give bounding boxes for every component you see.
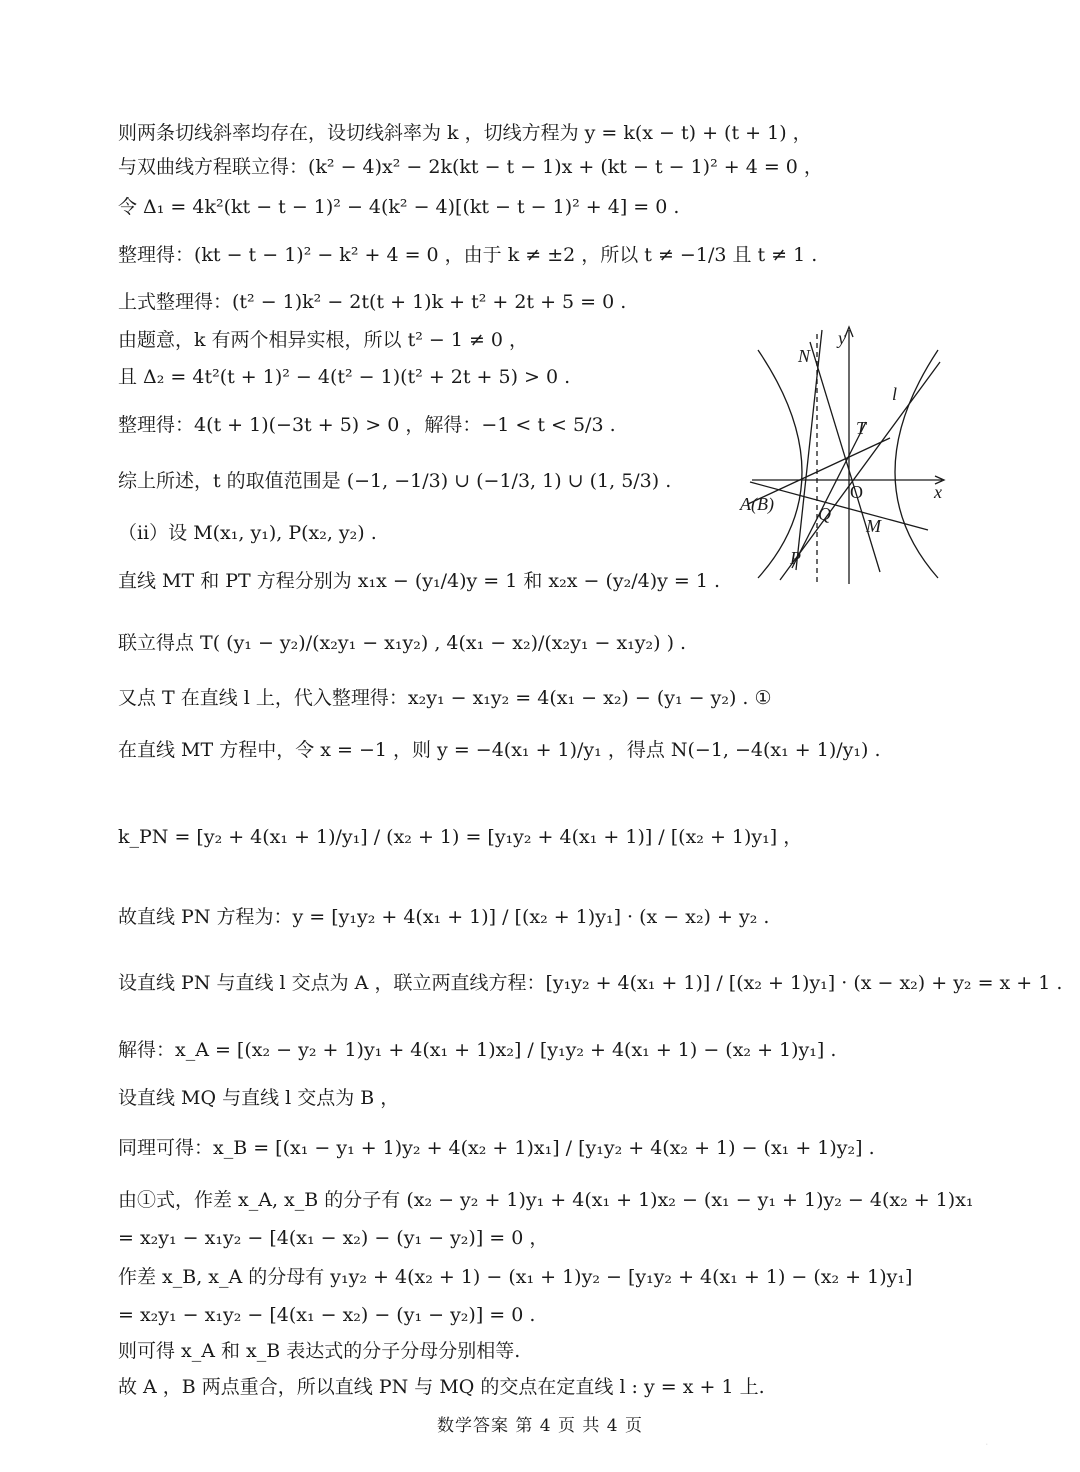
solution-line: k_PN = [y₂ + 4(x₁ + 1)/y₁] / (x₂ + 1) = [y₁y₂ + 4(x₁ + 1)] / [(x₂ + 1)y₁] ， bbox=[118, 826, 803, 848]
solution-line: 联立得点 T( (y₁ − y₂)/(x₂y₁ − x₁y₂) , 4(x₁ − x₂)/(x₂y₁ − x₁y₂) ) . bbox=[118, 632, 687, 654]
solution-line: = x₂y₁ − x₁y₂ − [4(x₁ − x₂) − (y₁ − y₂)] = 0 ， bbox=[118, 1227, 549, 1249]
solution-line: 则可得 x_A 和 x_B 表达式的分子分母分别相等. bbox=[118, 1340, 521, 1362]
hyperbola-right-branch bbox=[895, 350, 938, 578]
hyperbola-left-branch bbox=[758, 350, 802, 578]
label-P: P bbox=[790, 548, 801, 568]
solution-line: 令 Δ₁ = 4k²(kt − t − 1)² − 4(k² − 4)[(kt − t − 1)² + 4] = 0 . bbox=[118, 196, 680, 218]
label-AB: A(B) bbox=[740, 494, 774, 514]
solution-line: 设直线 PN 与直线 l 交点为 A ，联立两直线方程：[y₁y₂ + 4(x₁ + 1)] / [(x₂ + 1)y₁] · (x − x₂) + y₂ = x + 1 . bbox=[118, 972, 1063, 994]
solution-line: 在直线 MT 方程中，令 x = −1 ，则 y = −4(x₁ + 1)/y₁ ，得点 N(−1, −4(x₁ + 1)/y₁) . bbox=[118, 739, 881, 761]
watermark-mark: · bbox=[985, 1438, 989, 1451]
label-Q: Q bbox=[818, 504, 831, 524]
solution-line: 整理得：4(t + 1)(−3t + 5) > 0 ，解得：−1 < t < 5/3 . bbox=[118, 414, 616, 436]
solution-line: 由①式，作差 x_A, x_B 的分子有 (x₂ − y₂ + 1)y₁ + 4(x₁ + 1)x₂ − (x₁ − y₁ + 1)y₂ − 4(x₂ + 1)x₁ bbox=[118, 1189, 974, 1211]
label-y: y bbox=[838, 328, 846, 348]
label-N: N bbox=[798, 346, 811, 366]
solution-line: 综上所述，t 的取值范围是 (−1, −1/3) ∪ (−1/3, 1) ∪ (1, 5/3) . bbox=[118, 470, 672, 492]
solution-line: 与双曲线方程联立得：(k² − 4)x² − 2k(kt − t − 1)x + (kt − t − 1)² + 4 = 0 ， bbox=[118, 156, 823, 178]
solution-line: 故 A ，B 两点重合，所以直线 PN 与 MQ 的交点在定直线 l : y = x + 1 上. bbox=[118, 1376, 765, 1398]
page-footer: 数学答案 第 4 页 共 4 页 bbox=[436, 1416, 644, 1436]
solution-line: 设直线 MQ 与直线 l 交点为 B ， bbox=[118, 1087, 400, 1109]
solution-line: 整理得：(kt − t − 1)² − k² + 4 = 0 ，由于 k ≠ ±2 ，所以 t ≠ −1/3 且 t ≠ 1 . bbox=[118, 244, 818, 266]
label-x: x bbox=[934, 482, 942, 502]
hyperbola-figure bbox=[738, 322, 950, 584]
solution-line: 由题意，k 有两个相异实根，所以 t² − 1 ≠ 0 ， bbox=[118, 329, 529, 351]
solution-line: 则两条切线斜率均存在，设切线斜率为 k ，切线方程为 y = k(x − t) + (t + 1) ， bbox=[118, 122, 812, 144]
label-l: l bbox=[892, 384, 898, 404]
solution-line: = x₂y₁ − x₁y₂ − [4(x₁ − x₂) − (y₁ − y₂)] = 0 . bbox=[118, 1304, 536, 1326]
solution-line: 又点 T 在直线 l 上，代入整理得：x₂y₁ − x₁y₂ = 4(x₁ − x₂) − (y₁ − y₂) . ① bbox=[118, 687, 772, 709]
solution-line: （ⅱ）设 M(x₁, y₁), P(x₂, y₂) . bbox=[118, 522, 377, 544]
solution-line: 作差 x_B, x_A 的分母有 y₁y₂ + 4(x₂ + 1) − (x₁ + 1)y₂ − [y₁y₂ + 4(x₁ + 1) − (x₂ + 1)y₁] bbox=[118, 1266, 913, 1288]
line-QM bbox=[750, 482, 928, 530]
label-T: T bbox=[856, 418, 867, 438]
solution-line: 故直线 PN 方程为：y = [y₁y₂ + 4(x₁ + 1)] / [(x₂ + 1)y₁] · (x − x₂) + y₂ . bbox=[118, 906, 770, 928]
label-M: M bbox=[866, 516, 881, 536]
solution-line: 且 Δ₂ = 4t²(t + 1)² − 4(t² − 1)(t² + 2t + 5) > 0 . bbox=[118, 366, 571, 388]
solution-line: 直线 MT 和 PT 方程分别为 x₁x − (y₁/4)y = 1 和 x₂x − (y₂/4)y = 1 . bbox=[118, 570, 721, 592]
solution-line: 上式整理得：(t² − 1)k² − 2t(t + 1)k + t² + 2t + 5 = 0 . bbox=[118, 291, 627, 313]
solution-line: 同理可得：x_B = [(x₁ − y₁ + 1)y₂ + 4(x₂ + 1)x₁] / [y₁y₂ + 4(x₂ + 1) − (x₁ + 1)y₂] . bbox=[118, 1137, 875, 1159]
solution-line: 解得：x_A = [(x₂ − y₂ + 1)y₁ + 4(x₁ + 1)x₂] / [y₁y₂ + 4(x₁ + 1) − (x₂ + 1)y₁] . bbox=[118, 1039, 837, 1061]
label-O: O bbox=[850, 482, 863, 502]
